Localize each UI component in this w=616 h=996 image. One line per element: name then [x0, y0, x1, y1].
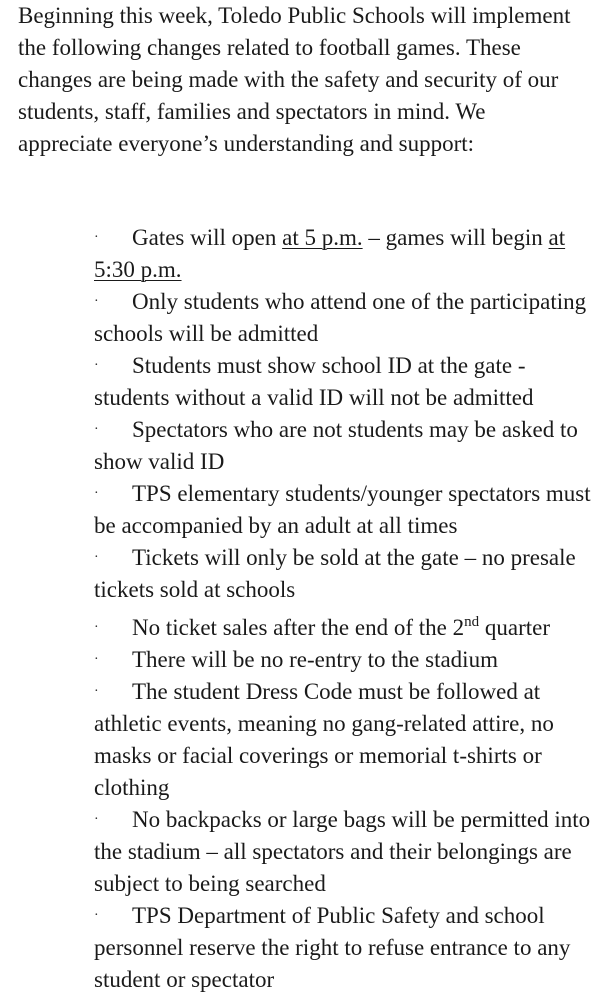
list-item-gates — [94, 222, 606, 286]
item-text: The student Dress Code must be followed at athletic events, meaning no gang-related attire, no masks or facial coverings or memorial t-shirts or clothing — [94, 679, 554, 800]
item-text: TPS Department of Public Safety and school personnel reserve the right to refuse entrance to any student or spectator — [94, 903, 571, 992]
bullet-icon: · — [94, 358, 99, 373]
list-item-dress-code — [94, 676, 606, 804]
list-item-refuse-entrance — [94, 900, 606, 996]
bullet-icon: · — [94, 908, 99, 923]
item-text: There will be no re-entry to the stadium — [132, 647, 498, 672]
list-item-students-admitted — [94, 286, 606, 350]
bullet-icon: · — [94, 684, 99, 699]
list-item-elementary — [94, 478, 606, 542]
list-item-ticket-sales-end — [94, 612, 606, 644]
ordinal-suffix: nd — [464, 614, 480, 630]
bullet-icon: · — [94, 812, 99, 827]
bullet-icon: · — [94, 294, 99, 309]
list-item-tickets-gate — [94, 542, 606, 606]
item-text: Gates will open — [132, 225, 283, 250]
bullet-icon: · — [94, 230, 99, 245]
bullet-icon: · — [94, 652, 99, 667]
item-text: No ticket sales after the end of the 2 — [132, 615, 465, 640]
item-text: quarter — [479, 615, 550, 640]
item-text: Only students who attend one of the participating schools will be admitted — [94, 289, 587, 346]
intro-paragraph: Beginning this week, Toledo Public Schools will implement the following changes related to football games. These changes are being made with the safety and security of our students, staff, families and spectators in mind. We appreciate everyone’s understanding and support: — [18, 3, 571, 156]
list-item-spectator-id — [94, 414, 606, 478]
item-text: Students must show school ID at the gate - students without a valid ID will not be admitted — [94, 353, 534, 410]
list-item-school-id — [94, 350, 606, 414]
bullet-icon: · — [94, 620, 99, 635]
item-text: TPS elementary students/younger spectators must be accompanied by an adult at all times — [94, 481, 591, 538]
list-item-no-reentry — [94, 644, 606, 676]
bullet-icon: · — [94, 550, 99, 565]
bullet-icon: · — [94, 486, 99, 501]
item-text: – games will begin — [362, 225, 549, 250]
item-text: Tickets will only be sold at the gate – no presale tickets sold at schools — [94, 545, 576, 602]
item-text: Spectators who are not students may be asked to show valid ID — [94, 417, 578, 474]
rules-list — [94, 222, 606, 996]
underlined-time: at 5 p.m. — [282, 225, 363, 250]
bullet-icon: · — [94, 422, 99, 437]
underlined-time: at 5:30 p.m. — [94, 225, 566, 282]
list-item-backpacks — [94, 804, 606, 900]
item-text: No backpacks or large bags will be permitted into the stadium – all spectators and their belongings are subject to being searched — [94, 807, 591, 896]
